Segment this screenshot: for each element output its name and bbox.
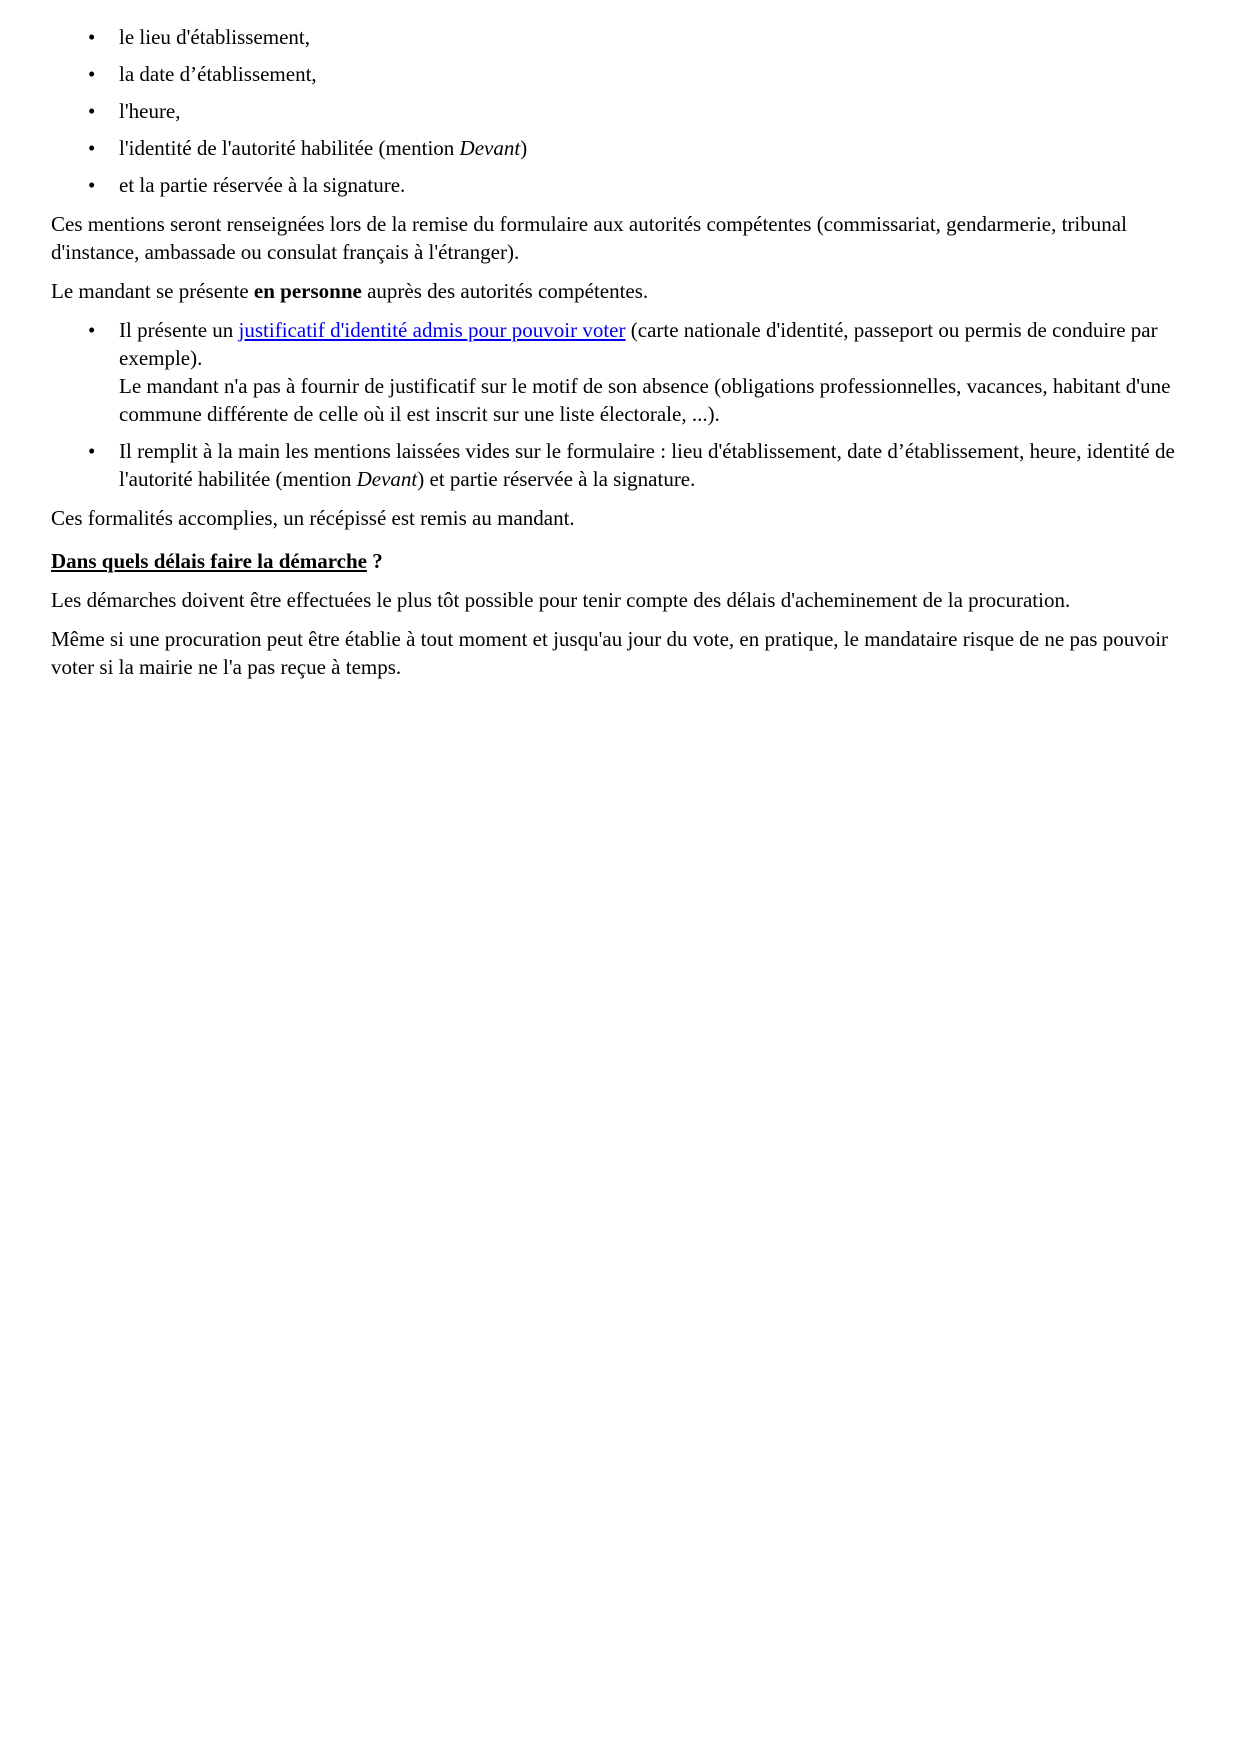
heading-question-mark: ? bbox=[366, 549, 383, 573]
text-segment: ) et partie réservée à la signature. bbox=[417, 467, 696, 491]
paragraph-demarches-tot: Les démarches doivent être effectuées le plus tôt possible pour tenir compte des délais d'acheminement de la procuration. bbox=[51, 588, 1071, 612]
list-item-remplit-main bbox=[51, 437, 1190, 493]
list-item-signature bbox=[51, 171, 1190, 199]
paragraph-mentions-renseignees: Ces mentions seront renseignées lors de la remise du formulaire aux autorités compétentes (commissariat, gendarmerie, tribunal d'instance, ambassade ou consulat français à l'étranger). bbox=[51, 212, 1127, 264]
list-item-heure bbox=[51, 97, 1190, 125]
procedure-bullet-list bbox=[51, 316, 1190, 493]
heading-underlined-text: Dans quels délais faire la démarche bbox=[51, 549, 367, 573]
text-segment: ) bbox=[520, 136, 528, 160]
text-segment: auprès des autorités compétentes. bbox=[361, 279, 649, 303]
list-item-date bbox=[51, 60, 1190, 88]
list-item-text: le lieu d'établissement, bbox=[119, 25, 310, 49]
bold-en-personne: en personne bbox=[253, 279, 362, 303]
list-item-text: la date d’établissement, bbox=[119, 62, 317, 86]
list-item-continuation: Le mandant n'a pas à fournir de justificatif sur le motif de son absence (obligations professionnelles, vacances, habitant d'une commune différente de celle où il est inscrit sur une liste électorale, ...). bbox=[119, 374, 1171, 426]
section-heading-delais bbox=[51, 547, 1190, 575]
justificatif-identite-link[interactable]: justificatif d'identité admis pour pouvoir voter bbox=[238, 318, 626, 342]
list-item-identite bbox=[51, 134, 1190, 162]
list-item-lieu bbox=[51, 23, 1190, 51]
text-segment: Le mandant se présente bbox=[51, 279, 254, 303]
paragraph-procuration-delai: Même si une procuration peut être établie à tout moment et jusqu'au jour du vote, en pratique, le mandataire risque de ne pas pouvoir voter si la mairie ne l'a pas reçue à temps. bbox=[51, 627, 1169, 679]
list-item-justificatif bbox=[51, 316, 1190, 428]
list-item-text: l'heure, bbox=[119, 99, 181, 123]
italic-devant: Devant bbox=[459, 136, 521, 160]
list-item-text: et la partie réservée à la signature. bbox=[119, 173, 406, 197]
form-fields-bullet-list bbox=[51, 23, 1190, 199]
text-segment: Il présente un bbox=[119, 318, 239, 342]
text-segment: l'identité de l'autorité habilitée (mention bbox=[119, 136, 460, 160]
text-segment: (carte nationale d'identité, passeport ou permis de conduire par exemple). bbox=[119, 318, 1158, 370]
italic-devant: Devant bbox=[356, 467, 418, 491]
paragraph-recepisse: Ces formalités accomplies, un récépissé est remis au mandant. bbox=[51, 506, 575, 530]
paragraph-mandant-presente bbox=[51, 277, 1190, 305]
text-segment: Il remplit à la main les mentions laissées vides sur le formulaire : lieu d'établissement, date d’établissement, heure, identité de l'autorité habilitée (mention bbox=[119, 439, 1175, 491]
